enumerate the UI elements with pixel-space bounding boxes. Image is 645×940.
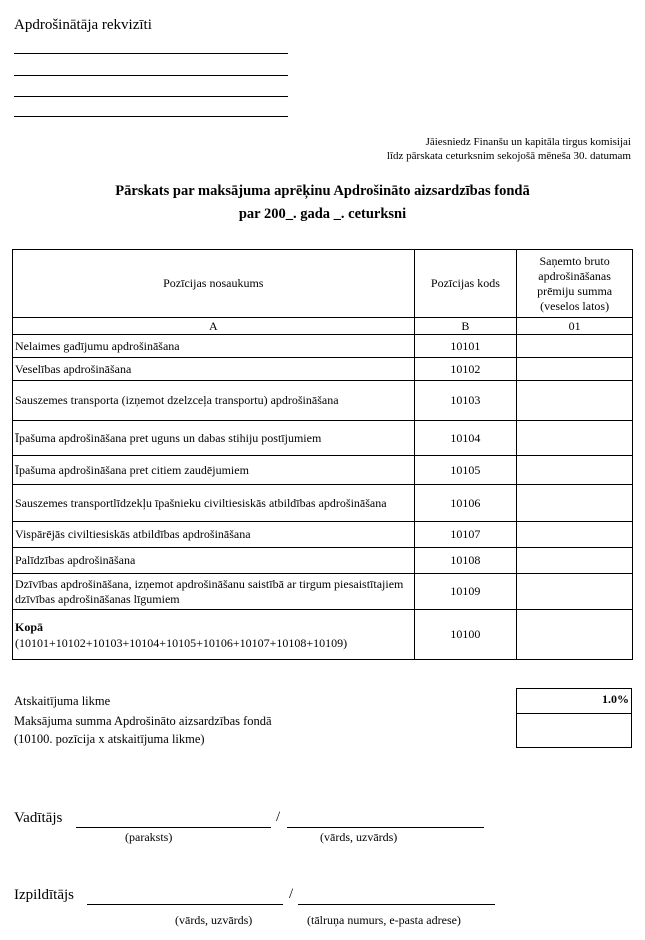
row-sum-cell[interactable]	[517, 574, 633, 610]
executor-slash: /	[289, 886, 294, 902]
table-row	[13, 522, 633, 548]
row-code: 10106	[414, 485, 517, 522]
insurer-details-line-1[interactable]	[14, 53, 288, 54]
row-sum-cell[interactable]	[517, 522, 633, 548]
table-row	[13, 548, 633, 574]
executor-label: Izpildītājs	[14, 887, 74, 903]
row-code: 10101	[414, 335, 517, 358]
payment-formula: (10100. pozīcija x atskaitījuma likme)	[14, 732, 205, 746]
manager-signature-line[interactable]	[76, 827, 271, 828]
row-sum-cell[interactable]	[517, 421, 633, 456]
row-name: Īpašuma apdrošināšana pret citiem zaudējumiem	[13, 456, 415, 485]
name-caption: (vārds, uzvārds)	[320, 830, 398, 844]
table-header-row	[13, 250, 633, 318]
rate-value: 1.0%	[602, 692, 629, 706]
col-header-code: Pozīcijas kods	[414, 250, 517, 318]
total-sum-cell[interactable]	[517, 610, 633, 660]
row-name: Palīdzības apdrošināšana	[13, 548, 415, 574]
report-title: Pārskats par maksājuma aprēķinu Apdrošināto aizsardzības fondā	[115, 183, 530, 199]
submission-note-line-2: līdz pārskata ceturksnim sekojošā mēneša 30. datumam	[386, 150, 631, 162]
table-row	[13, 421, 633, 456]
row-sum-cell[interactable]	[517, 335, 633, 358]
total-formula: (10101+10102+10103+10104+10105+10106+10107+10108+10109)	[15, 635, 348, 650]
contact-caption: (tālruņa numurs, e-pasta adrese)	[307, 913, 461, 927]
executor-name-caption: (vārds, uzvārds)	[175, 913, 253, 927]
row-sum-cell[interactable]	[517, 548, 633, 574]
row-name: Sauszemes transportlīdzekļu īpašnieku civiltiesiskās atbildības apdrošināšana	[13, 485, 415, 522]
total-code: 10100	[414, 610, 517, 660]
row-sum-cell[interactable]	[517, 456, 633, 485]
letter-b: B	[414, 318, 517, 335]
row-code: 10105	[414, 456, 517, 485]
rate-value-box[interactable]	[516, 688, 632, 714]
row-code: 10107	[414, 522, 517, 548]
row-name: Veselības apdrošināšana	[13, 358, 415, 381]
row-code: 10103	[414, 381, 517, 421]
table-row	[13, 456, 633, 485]
manager-name-line[interactable]	[287, 827, 484, 828]
total-name	[13, 610, 415, 660]
letter-01: 01	[517, 318, 633, 335]
row-code: 10102	[414, 358, 517, 381]
payment-sum-box[interactable]	[516, 713, 632, 748]
executor-name-line[interactable]	[87, 904, 283, 905]
table-row	[13, 574, 633, 610]
row-code: 10109	[414, 574, 517, 610]
row-name: Sauszemes transporta (izņemot dzelzceļa transportu) apdrošināšana	[13, 381, 415, 421]
executor-contact-line[interactable]	[298, 904, 495, 905]
report-period: par 200_. gada _. ceturksni	[238, 206, 407, 222]
premium-table	[12, 249, 633, 660]
payment-label: Maksājuma summa Apdrošināto aizsardzības fondā	[14, 714, 272, 728]
row-name: Dzīvības apdrošināšana, izņemot apdrošināšanu saistībā ar tirgum piesaistītajiem dzīvības apdrošināšanas līgumiem	[13, 574, 415, 610]
row-name: Nelaimes gadījumu apdrošināšana	[13, 335, 415, 358]
row-sum-cell[interactable]	[517, 358, 633, 381]
table-row	[13, 381, 633, 421]
row-code: 10104	[414, 421, 517, 456]
table-row	[13, 358, 633, 381]
row-sum-cell[interactable]	[517, 485, 633, 522]
submission-note-line-1: Jāiesniedz Finanšu un kapitāla tirgus komisijai	[425, 136, 631, 148]
letter-a: A	[13, 318, 415, 335]
rate-label: Atskaitījuma likme	[14, 694, 111, 708]
col-header-name: Pozīcijas nosaukums	[13, 250, 415, 318]
insurer-details-line-4[interactable]	[14, 116, 288, 117]
insurer-details-heading: Apdrošinātāja rekvizīti	[14, 17, 152, 33]
manager-label: Vadītājs	[14, 810, 63, 826]
table-row	[13, 335, 633, 358]
manager-slash: /	[276, 809, 281, 825]
row-name: Īpašuma apdrošināšana pret uguns un dabas stihiju postījumiem	[13, 421, 415, 456]
row-code: 10108	[414, 548, 517, 574]
row-sum-cell[interactable]	[517, 381, 633, 421]
table-total-row	[13, 610, 633, 660]
col-header-sum: Saņemto bruto apdrošināšanas prēmiju summa (veselos latos)	[517, 250, 633, 318]
table-letter-row	[13, 318, 633, 335]
insurer-details-line-2[interactable]	[14, 75, 288, 76]
row-name: Vispārējās civiltiesiskās atbildības apdrošināšana	[13, 522, 415, 548]
insurer-details-line-3[interactable]	[14, 96, 288, 97]
signature-caption: (paraksts)	[125, 830, 173, 844]
table-row	[13, 485, 633, 522]
total-label: Kopā	[15, 619, 44, 634]
